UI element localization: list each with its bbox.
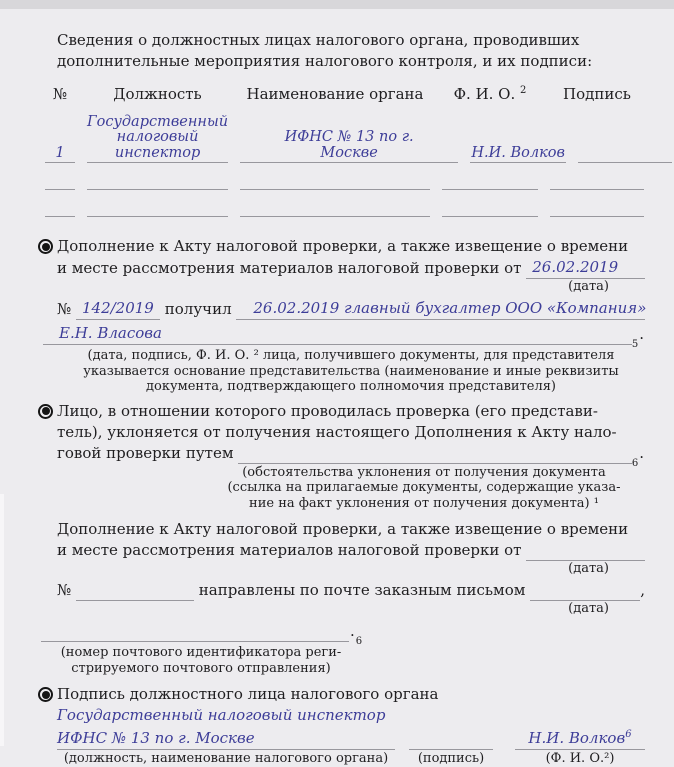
mail-line1: Дополнение к Акту налоговой проверки, а также извещение о времени bbox=[57, 520, 629, 538]
evasion-line3: говой проверки путем 6 . bbox=[57, 443, 644, 469]
section-received bbox=[57, 236, 645, 395]
row3-fio-field[interactable] bbox=[442, 190, 538, 217]
footnote-6: 6 bbox=[625, 729, 632, 740]
row3-organ-field[interactable] bbox=[240, 190, 430, 217]
header-organ: Наименование органа bbox=[246, 85, 424, 103]
radio-bullet-icon[interactable] bbox=[38, 404, 53, 419]
row2-signature-field[interactable] bbox=[550, 163, 644, 190]
row1-position: Государственный налоговый инспектор bbox=[87, 109, 228, 163]
table-row bbox=[45, 163, 646, 190]
row2-organ-field[interactable] bbox=[240, 163, 430, 190]
headline-line2: дополнительные мероприятия налогового контроля, и их подписи: bbox=[57, 52, 593, 70]
signature-title: Подпись должностного лица налогового органа bbox=[57, 685, 439, 703]
row2-num-field[interactable] bbox=[45, 163, 75, 190]
received-line1: Дополнение к Акту налоговой проверки, а также извещение о времени bbox=[57, 237, 629, 255]
header-num: № bbox=[52, 85, 68, 103]
mail-line3: № направлены по почте заказным письмом , bbox=[57, 581, 645, 599]
mail-line2: и месте рассмотрения материалов налоговой проверки от bbox=[57, 540, 645, 561]
evasion-caption: (обстоятельства уклонения от получения документа (ссылка на прилагаемые документы, содержащие указа- ние на факт уклонения от получения документа) ¹ bbox=[227, 464, 621, 511]
header-fio: Ф. И. О. $^2$ bbox=[453, 85, 527, 103]
table-row bbox=[45, 190, 646, 217]
header-position: Должность bbox=[113, 85, 202, 103]
signature-captions bbox=[57, 751, 645, 767]
mail-number-field[interactable] bbox=[76, 600, 194, 601]
row2-position-field[interactable] bbox=[87, 163, 228, 190]
row2-fio-field[interactable] bbox=[442, 163, 538, 190]
fio-field[interactable]: Н.И. Волков$^6$ bbox=[515, 728, 645, 750]
section-signature bbox=[57, 684, 645, 767]
caption-signature: (подпись) bbox=[417, 751, 485, 766]
organ-field[interactable]: ИФНС № 13 по г. Москве bbox=[57, 728, 395, 750]
row1-fio: Н.И. Волков bbox=[470, 109, 566, 163]
row1-num: 1 bbox=[45, 109, 75, 163]
row3-position-field[interactable] bbox=[87, 190, 228, 217]
document-page bbox=[0, 9, 674, 767]
signature-field[interactable] bbox=[409, 749, 493, 750]
date-caption: (дата) bbox=[568, 601, 609, 616]
caption-position: (должность, наименование налогового органа) bbox=[63, 751, 389, 766]
officials-table-header bbox=[45, 84, 646, 105]
doc-number-field[interactable]: 142/2019 bbox=[76, 298, 160, 320]
page-left-edge bbox=[0, 494, 4, 746]
row3-num-field[interactable] bbox=[45, 190, 75, 217]
row1-organ: ИФНС № 13 по г. Москве bbox=[240, 109, 458, 163]
table-row bbox=[45, 109, 646, 163]
postal-caption: (номер почтового идентификатора реги- стрируемого почтового отправления) bbox=[60, 645, 342, 676]
evasion-line1: Лицо, в отношении которого проводилась проверка (его представи- bbox=[57, 401, 598, 420]
postal-id-field[interactable] bbox=[41, 641, 349, 642]
evasion-line2: тель), уклоняется от получения настоящего Дополнения к Акту нало- bbox=[57, 422, 617, 441]
receiver-field[interactable]: 26.02.2019 главный бухгалтер ООО «Компания» bbox=[236, 298, 645, 320]
mail-line4: . 6 bbox=[41, 621, 645, 642]
document-headline bbox=[57, 30, 645, 72]
radio-bullet-icon[interactable] bbox=[38, 687, 53, 702]
signature-line bbox=[57, 728, 645, 750]
row3-signature-field[interactable] bbox=[550, 190, 644, 217]
date-caption: (дата) bbox=[568, 561, 609, 576]
officials-table bbox=[45, 84, 646, 217]
section-evasion bbox=[57, 401, 645, 512]
received-date-field[interactable]: 26.02.2019 bbox=[526, 257, 645, 279]
headline-line1: Сведения о должностных лицах налогового органа, проводивших bbox=[57, 31, 580, 49]
header-signature: Подпись bbox=[563, 85, 631, 103]
official-position-value: Государственный налоговый инспектор bbox=[57, 706, 386, 724]
received-caption: (дата, подпись, Ф. И. О. ² лица, получившего документы, для представителя указывается основание представительства (наименование и иные реквизиты документа, подтверждающего полномочия представителя) bbox=[83, 348, 619, 394]
caption-fio: (Ф. И. О.²) bbox=[545, 751, 615, 766]
evasion-method-field[interactable] bbox=[238, 463, 632, 464]
row1-signature-field[interactable] bbox=[578, 109, 672, 163]
date-caption: (дата) bbox=[568, 279, 609, 294]
section-mail bbox=[57, 519, 645, 676]
received-line3: № 142/2019 получил 26.02.2019 главный бухгалтер ООО «Компания» bbox=[57, 299, 647, 318]
received-line2: и месте рассмотрения материалов налоговой проверки от 26.02.2019 bbox=[57, 257, 645, 279]
radio-bullet-icon[interactable] bbox=[38, 239, 53, 254]
received-line4: Е.Н. Власова 5 . bbox=[43, 323, 645, 345]
receiver-field2[interactable]: Е.Н. Власова bbox=[43, 323, 632, 345]
page-top-edge bbox=[0, 0, 674, 9]
